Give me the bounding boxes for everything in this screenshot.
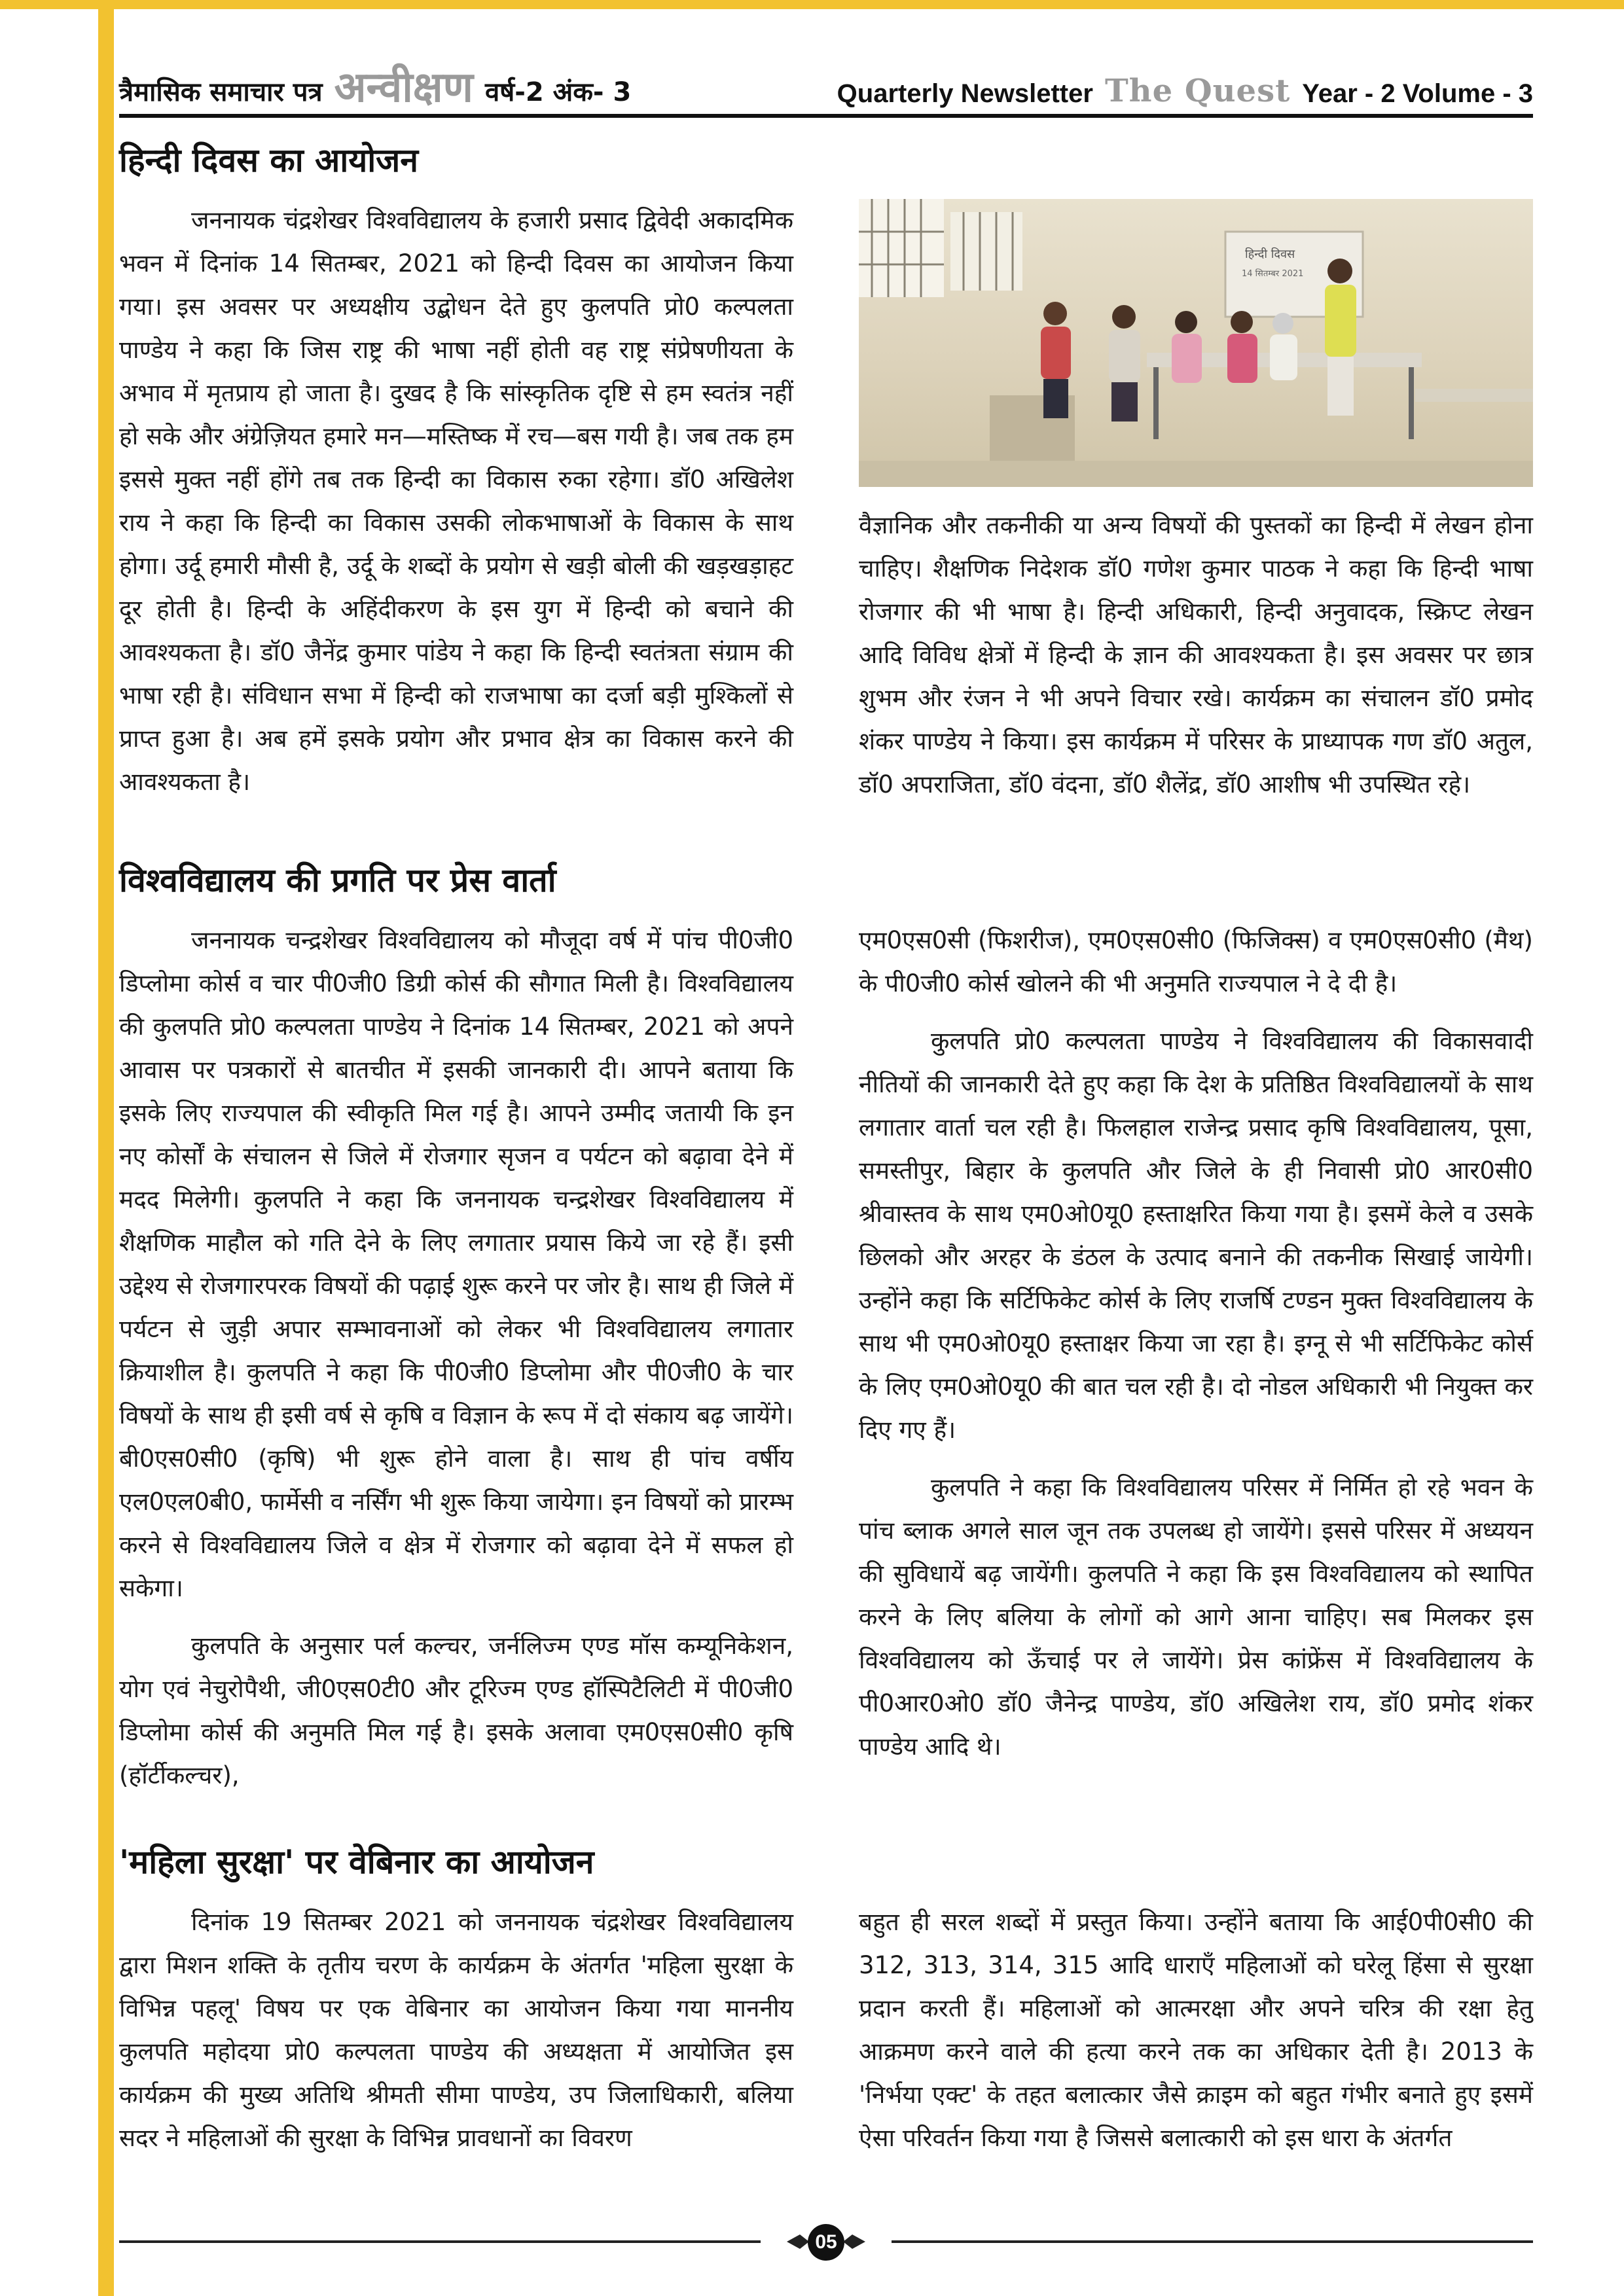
paragraph: कुलपति के अनुसार पर्ल कल्चर, जर्नलिज्म एण्ड मॉस कम्यूनिकेशन, योग एवं नेचुरोपैथी, जी0एस0टी0 और टूरिज्म एण्ड हॉस्पिटैलिटी में पी0जी0 डिप्लोमा कोर्स की अनुमति मिल गई है। इसके अलावा एम0एस0सी0 कृषि (हॉर्टीकल्चर), [119, 1632, 793, 1789]
section-title: विश्वविद्यालय की प्रगति पर प्रेस वार्ता [119, 861, 556, 899]
right-column [859, 919, 1533, 1812]
left-column [119, 919, 793, 1812]
right-column [859, 199, 1533, 821]
header-brand-english: The Quest [1104, 73, 1291, 110]
footer-ornament-left-icon [787, 2233, 809, 2250]
header-right [837, 74, 1533, 109]
event-photo-illustration [859, 199, 1533, 487]
section-title: हिन्दी दिवस का आयोजन [119, 141, 419, 179]
left-column [119, 1901, 793, 2174]
footer-rule-right [892, 2240, 1533, 2243]
footer-ornament-right-icon [843, 2233, 865, 2250]
section-columns [119, 919, 1533, 1812]
board-date: 14 सितम्बर 2021 [1242, 269, 1304, 279]
left-accent-strip [98, 0, 114, 2296]
footer-rule-left [119, 2240, 761, 2243]
section-women-safety-webinar [119, 1839, 1533, 2174]
paragraph: वैज्ञानिक और तकनीकी या अन्य विषयों की पुस्तकों का हिन्दी में लेखन होना चाहिए। शैक्षणिक निदेशक डॉ0 गणेश कुमार पाठक ने कहा कि हिन्दी भाषा रोजगार की भी भाषा है। हिन्दी अधिकारी, हिन्दी अनुवादक, स्क्रिप्ट लेखन आदि विविध क्षेत्रों में हिन्दी के ज्ञान की आवश्यकता है। इस अवसर पर छात्र शुभम और रंजन ने भी अपने विचार रखे। कार्यक्रम का संचालन डॉ0 प्रमोद शंकर पाण्डेय ने किया। इस कार्यक्रम में परिसर के प्राध्यापक गण डॉ0 अतुल, डॉ0 अपराजिता, डॉ0 वंदना, डॉ0 शैलेंद्र, डॉ0 आशीष भी उपस्थित रहे। [859, 511, 1533, 798]
section-columns [119, 1901, 1533, 2174]
paragraph: कुलपति ने कहा कि विश्वविद्यालय परिसर में निर्मित हो रहे भवन के पांच ब्लाक अगले साल जून तक उपलब्ध हो जायेंगे। इससे परिसर में अध्ययन की सुविधायें बढ़ जायेंगी। कुलपति ने कहा कि इस विश्वविद्यालय को स्थापित करने के लिए बलिया के लोगों को आगे आना चाहिए। सब मिलकर इस विश्वविद्यालय को ऊँचाई पर ले जायेंगे। प्रेस कांफ्रेंस में विश्वविद्यालय के पी0आर0ओ0 डॉ0 जैनेन्द्र पाण्डेय, डॉ0 अखिलेश राय, डॉ0 प्रमोद शंकर पाण्डेय आदि थे। [859, 1473, 1533, 1761]
page-footer [119, 2219, 1533, 2265]
section-title: 'महिला सुरक्षा' पर वेबिनार का आयोजन [119, 1843, 594, 1881]
paragraph: कुलपति प्रो0 कल्पलता पाण्डेय ने विश्वविद्यालय की विकासवादी नीतियों की जानकारी देते हुए कहा कि देश के प्रतिष्ठित विश्वविद्यालयों के साथ लगातार वार्ता चल रही है। फिलहाल राजेन्द्र प्रसाद कृषि विश्वविद्यालय, पूसा, समस्तीपुर, बिहार के कुलपति और जिले के ही निवासी प्रो0 आर0सी0 श्रीवास्तव के साथ एम0ओ0यू0 हस्ताक्षरित किया गया है। इसमें केले व उसके छिलको और अरहर के डंठल के उत्पाद बनाने की तकनीक सिखाई जायेगी। उन्होंने कहा कि सर्टिफिकेट कोर्स के लिए राजर्षि टण्डन मुक्त विश्वविद्यालय के साथ भी एम0ओ0यू0 हस्ताक्षर किया जा रहा है। इग्नू से भी सर्टिफिकेट कोर्स के लिए एम0ओ0यू0 की बात चल रही है। दो नोडल अधिकारी भी नियुक्त कर दिए गए हैं। [859, 1027, 1533, 1444]
header-brand-hindi: अन्वीक्षण [334, 63, 473, 112]
header-divider [119, 114, 1533, 118]
header-left-issue: वर्ष-2 अंक- 3 [484, 77, 632, 107]
section-press-conference [119, 857, 1533, 1812]
paragraph: जननायक चंद्रशेखर विश्वविद्यालय के हजारी प्रसाद द्विवेदी अकादमिक भवन में दिनांक 14 सितम्बर, 2021 को हिन्दी दिवस का आयोजन किया गया। इस अवसर पर अध्यक्षीय उद्बोधन देते हुए कुलपति प्रो0 कल्पलता पाण्डेय ने कहा कि जिस राष्ट्र की भाषा नहीं होती वह राष्ट्र संप्रेषणीयता के अभाव में मृतप्राय हो जाता है। दुखद है कि सांस्कृतिक दृष्टि से हम स्वतंत्र नहीं हो सके और अंग्रेज़ियत हमारे मन—मस्तिष्क में रच—बस गयी है। जब तक हम इससे मुक्त नहीं होंगे तब तक हिन्दी का विकास रुका रहेगा। डॉ0 अखिलेश राय ने कहा कि हिन्दी का विकास उसकी लोकभाषाओं के विकास के साथ होगा। उर्दू हमारी मौसी है, उर्दू के शब्दों के प्रयोग से खड़ी बोली की खड़खड़ाहट दूर होती है। हिन्दी के अहिंदीकरण के इस युग में हिन्दी को बचाने की आवश्यकता है। डॉ0 जैनेंद्र कुमार पांडेय ने कहा कि हिन्दी स्वतंत्रता संग्राम की भाषा रही है। संविधान सभा में हिन्दी को राजभाषा का दर्जा बड़ी मुश्किलों से प्राप्त हुआ है। अब हमें इसके प्रयोग और प्रभाव क्षेत्र का विकास करने की आवश्यकता है। [119, 206, 793, 796]
paragraph: जननायक चन्द्रशेखर विश्वविद्यालय को मौजूदा वर्ष में पांच पी0जी0 डिप्लोमा कोर्स व चार पी0जी0 डिग्री कोर्स की सौगात मिली है। विश्वविद्यालय की कुलपति प्रो0 कल्पलता पाण्डेय ने दिनांक 14 सितम्बर, 2021 को अपने आवास पर पत्रकारों से बातचीत में इसकी जानकारी दी। आपने बताया कि इसके लिए राज्यपाल की स्वीकृति मिल गई है। आपने उम्मीद जतायी कि इन नए कोर्सों के संचालन से जिले में रोजगार सृजन व पर्यटन को बढ़ावा देने में मदद मिलेगी। कुलपति ने कहा कि जननायक चन्द्रशेखर विश्वविद्यालय में शैक्षणिक माहौल को गति देने के लिए लगातार प्रयास किये जा रहे हैं। इसी उद्देश्य से रोजगारपरक विषयों की पढ़ाई शुरू करने पर जोर है। साथ ही जिले में पर्यटन से जुड़ी अपार सम्भावनाओं को लेकर भी विश्वविद्यालय लगातार क्रियाशील है। कुलपति ने कहा कि पी0जी0 डिप्लोमा और पी0जी0 के चार विषयों के साथ ही इसी वर्ष से कृषि व विज्ञान के रूप में दो संकाय बढ़ जायेंगे। बी0एस0सी0 (कृषि) भी शुरू होने वाला है। साथ ही पांच वर्षीय एल0एल0बी0, फार्मेसी व नर्सिंग भी शुरू किया जायेगा। इन विषयों को प्रारम्भ करने से विश्वविद्यालय जिले व क्षेत्र में रोजगार को बढ़ावा देने में सफल हो सकेगा। [119, 926, 793, 1602]
left-column [119, 199, 793, 821]
section-columns [119, 199, 1533, 821]
section-hindi-diwas [119, 137, 1533, 821]
right-column [859, 1901, 1533, 2174]
paragraph: एम0एस0सी (फिशरीज), एम0एस0सी0 (फिजिक्स) व एम0एस0सी0 (मैथ) के पी0जी0 कोर्स खोलने की भी अनुमति राज्यपाल ने दे दी है। [859, 926, 1533, 997]
header-left-text: त्रैमासिक समाचार पत्र [119, 77, 323, 107]
header-right-issue: Year - 2 Volume - 3 [1302, 79, 1533, 108]
top-accent-strip [0, 0, 1624, 9]
event-photo [859, 199, 1533, 487]
paragraph: बहुत ही सरल शब्दों में प्रस्तुत किया। उन्होंने बताया कि आई0पी0सी0 की 312, 313, 314, 315 आदि धाराएँ महिलाओं को घरेलू हिंसा से सुरक्षा प्रदान करती हैं। महिलाओं को आत्मरक्षा और अपने चरित्र की रक्षा हेतु आक्रमण करने वाले की हत्या करने तक का अधिकार देती है। 2013 के 'निर्भया एक्ट' के तहत बलात्कार जैसे क्राइम को बहुत गंभीर बनाते हुए इसमें ऐसा परिवर्तन किया गया है जिससे बलात्कारी को इस धारा के अंतर्गत [859, 1908, 1533, 2152]
paragraph: दिनांक 19 सितम्बर 2021 को जननायक चंद्रशेखर विश्वविद्यालय द्वारा मिशन शक्ति के तृतीय चरण के कार्यक्रम के अंतर्गत 'महिला सुरक्षा के विभिन्न पहलू' विषय पर एक वेबिनार का आयोजन किया गया माननीय कुलपति महोदया प्रो0 कल्पलता पाण्डेय की अध्यक्षता में आयोजित इस कार्यक्रम की मुख्य अतिथि श्रीमती सीमा पाण्डेय, उप जिलाधिकारी, बलिया सदर ने महिलाओं की सुरक्षा के विभिन्न प्रावधानों का विवरण [119, 1908, 793, 2152]
page-number: 05 [808, 2224, 844, 2261]
board-text: हिन्दी दिवस [1245, 247, 1295, 261]
header-right-text: Quarterly Newsletter [837, 79, 1093, 108]
header-left [119, 63, 632, 112]
page-header [119, 51, 1533, 112]
